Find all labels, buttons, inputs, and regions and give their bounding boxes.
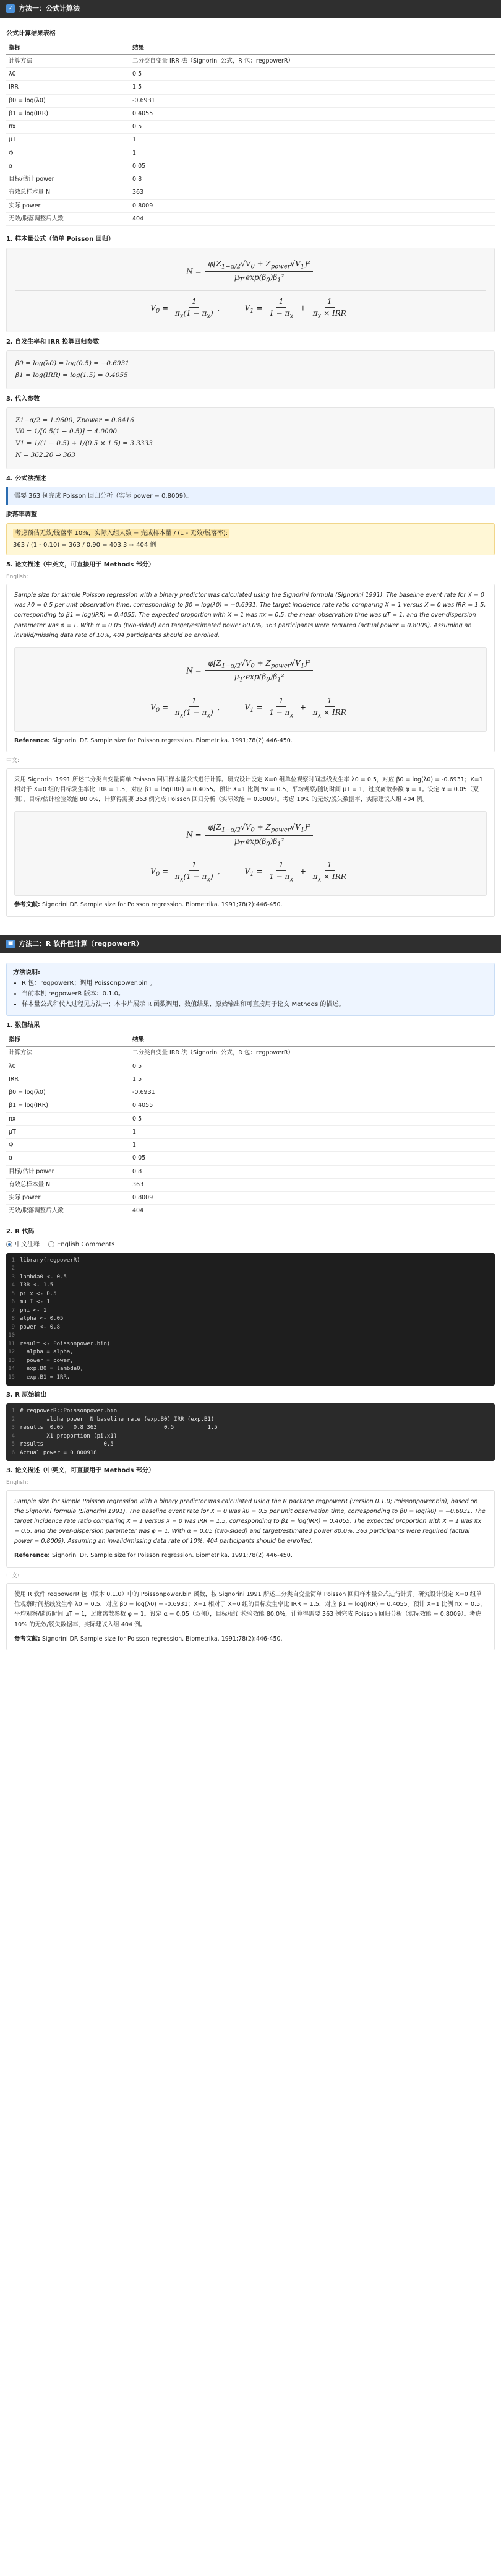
radio-dot-selected: [6, 1241, 12, 1247]
row-label: πx: [6, 1112, 130, 1125]
v1-line: V1 = 1/(1 − 0.5) + 1/(0.5 × 1.5) = 3.3333: [15, 440, 153, 448]
r-output-title: 3. R 原始输出: [6, 1392, 47, 1399]
table-header: 指标: [6, 42, 130, 55]
dropout-line1: 考虑预估无效/脱落率 10%，实际入组人数 = 完成样本量 / (1 - 无效/脱落率):: [13, 529, 229, 538]
chinese-formula: N = $\frac{\varphi[Z_{1-\alpha/2}√V_0 + Z_{power}√V_1]^2}{\mu_T\cdot\exp(\beta_0)\beta_1^2}$ $V_0$ = $\frac{1}{\pi_x(1 - \pi_x)}$ , $V_1$ = $\frac{1}{1 - \pi_x}$ + $\frac{1}{\pi_x \times IRR}$: [14, 811, 487, 896]
table-row: [6, 1152, 495, 1165]
english-formula: N = $\frac{\varphi[Z_{1-\alpha/2}√V_0 + Z_{power}√V_1]^2}{\mu_T\cdot\exp(\beta_0)\beta_1^2}$ $V_0$ = $\frac{1}{\pi_x(1 - \pi_x)}$ , $V_1$ = $\frac{1}{1 - \pi_x}$ + $\frac{1}{\pi_x \times IRR}$: [14, 647, 487, 732]
paper-section-title: 3. 论文描述（中英文，可直接用于 Methods 部分）: [6, 1467, 155, 1475]
code-line: 14 exp.B0 = lambda0,: [8, 1366, 84, 1373]
row-label: 实际 power: [6, 199, 130, 212]
conversion-box: [6, 350, 495, 389]
dropout-box: [6, 523, 495, 555]
row-label: πx: [6, 121, 130, 134]
table-row: [6, 1139, 495, 1152]
z-values-line: Z1−α/2 = 1.9600, Zpower = 0.8416: [15, 416, 134, 424]
table-row: [6, 107, 495, 120]
info-item: • 当前本机 regpowerR 版本：0.1.0。: [22, 989, 488, 999]
code-line: 2: [11, 1265, 15, 1272]
row-label: μT: [6, 134, 130, 147]
row-value: 二分类自变量 IRR 法（Signorini 公式，R 包：regpowerR）: [130, 1047, 495, 1060]
row-label: 无效/脱落调整后人数: [6, 212, 130, 225]
table-row: [6, 1047, 495, 1060]
row-value: 363: [130, 1178, 495, 1191]
row-label: β0 = log(λ0): [6, 94, 130, 107]
table-row: [6, 199, 495, 212]
row-value: 363: [130, 186, 495, 199]
english-reference: Reference: Signorini DF. Sample size for Poisson regression. Biometrika. 1991;78(2):446-450.: [14, 1552, 293, 1559]
method1-table-title: 公式计算结果表格: [6, 30, 56, 37]
code-line: 1 library(regpowerR): [11, 1257, 80, 1264]
comment-language-toggle: [6, 1240, 495, 1249]
v0-line: V0 = 1/[0.5(1 − 0.5)] = 4.0000: [15, 428, 118, 436]
table-row: [6, 173, 495, 186]
code-line: 11 result <- Poissonpower.bin(: [8, 1340, 111, 1347]
code-line: 2 alpha power N baseline rate (exp.B0) IRR (exp.B1): [11, 1416, 215, 1423]
row-label: 有效总样本量 N: [6, 186, 130, 199]
n-line: N = 362.20 ⇒ 363: [15, 451, 75, 459]
code-line: 7 phi <- 1: [11, 1307, 47, 1314]
substitution-box: [6, 407, 495, 469]
code-line: 5 pi_x <- 0.5: [11, 1290, 57, 1297]
sample-size-formula: N = $\frac{\varphi[Z_{1-\alpha/2}√V_0 + Z_{power}√V_1]^2}{\mu_T\cdot\exp(\beta_0)\beta_1^2}$ $V_0$ = $\frac{1}{\pi_x(1 - \pi_x)}$ , $V_1$ = $\frac{1}{1 - \pi_x}$ + $\frac{1}{\pi_x \times IRR}$: [6, 248, 495, 332]
method1-header: [0, 0, 501, 18]
row-label: λ0: [6, 1060, 130, 1073]
row-label: μT: [6, 1125, 130, 1138]
conversion-section-title: 2. 自发生率和 IRR 换算回归参数: [6, 339, 100, 346]
substitution-section-title: 3. 代入参数: [6, 395, 40, 402]
dropout-section-title: 脱落率调整: [6, 511, 37, 518]
radio-dot: [48, 1241, 54, 1247]
code-line: 1 # regpowerR::Poissonpower.bin: [11, 1408, 118, 1415]
table-row: [6, 1086, 495, 1099]
radio-english-comments[interactable]: English Comments: [48, 1240, 115, 1249]
row-label: 计算方法: [6, 54, 130, 67]
row-value: 1: [130, 1125, 495, 1138]
row-label: β1 = log(IRR): [6, 1099, 130, 1112]
row-value: 0.5: [130, 1060, 495, 1073]
row-label: α: [6, 160, 130, 173]
row-label: β0 = log(λ0): [6, 1086, 130, 1099]
row-value: 1: [130, 1139, 495, 1152]
method1-title: 方法一：公式计算法: [19, 4, 80, 12]
row-value: 0.8009: [130, 1192, 495, 1205]
row-label: Φ: [6, 147, 130, 160]
code-line: 6 mu_T <- 1: [11, 1299, 50, 1306]
row-value: 404: [130, 1205, 495, 1218]
code-line: 8 alpha <- 0.05: [11, 1316, 64, 1322]
code-line: 4 IRR <- 1.5: [11, 1282, 54, 1289]
chinese-label: 中文:: [6, 758, 20, 765]
table-row: [6, 1205, 495, 1218]
numeric-results-title: 1. 数值结果: [6, 1022, 40, 1030]
code-line: 9 power <- 0.8: [11, 1324, 61, 1330]
code-line: 10: [8, 1332, 15, 1339]
code-line: 5 results 0.5: [11, 1441, 114, 1448]
description-section-title: 4. 公式法描述: [6, 475, 46, 482]
r-code-block: [6, 1253, 495, 1386]
row-value: 0.5: [130, 68, 495, 81]
chinese-paper-box: [6, 768, 495, 917]
table-row: [6, 121, 495, 134]
table-row: [6, 1099, 495, 1112]
code-line: 15 exp.B1 = IRR,: [8, 1374, 71, 1381]
r-code-title: 2. R 代码: [6, 1228, 35, 1235]
r-output-block: [6, 1403, 495, 1461]
chinese-reference: 参考文献: Signorini DF. Sample size for Poisson regression. Biometrika. 1991;78(2):446-450.: [14, 901, 283, 909]
chinese-paper-text: 使用 R 软件 regpowerR 包（版本 0.1.0）中的 Poissonpower.bin 函数，按 Signorini 1991 所述二分类自变量简单 Poisson 回归样本量公式进行计算。研究设计设定 X=0 组单位观察时间基线发生率 λ0 = 0.5，对应 β0 = log(λ0) = -0.6931；X=1 相对于 X=0 组的目标发生率比 IRR = 1.5，对应 β1 = log(IRR) = 0.4055。预计 X=1 比例 πx = 0.5，平均观察/随访时间 μT = 1，过度离散参数 φ = 1。设定 α = 0.05（双侧），目标/估计检验效能 80.0%，计算得需要 363 例完成 Poisson 回归分析（实际效能 = 0.8009）。考虑 10% 的无效/脱失数据率，实际建议入组 404 例。: [14, 1591, 486, 1628]
table-row: [6, 186, 495, 199]
info-item: • R 包：regpowerR；调用 Poissonpower.bin 。: [22, 979, 488, 988]
row-label: 计算方法: [6, 1047, 130, 1060]
paper-section-title: 5. 论文描述（中英文，可直接用于 Methods 部分）: [6, 561, 155, 568]
row-label: 实际 power: [6, 1192, 130, 1205]
table-row: [6, 94, 495, 107]
method2-card: [0, 935, 501, 1664]
method2-header: [0, 935, 501, 953]
table-row: [6, 1192, 495, 1205]
english-paper-box: [6, 1490, 495, 1568]
row-label: β1 = log(IRR): [6, 107, 130, 120]
formula-section-title: 1. 样本量公式（简单 Poisson 回归）: [6, 236, 114, 243]
table-header: 指标: [6, 1034, 130, 1047]
row-value: 0.8009: [130, 199, 495, 212]
row-label: IRR: [6, 81, 130, 94]
table-row: [6, 81, 495, 94]
english-paper-text: Sample size for simple Poisson regression with a binary predictor was calculated using the Signorini formula (Signorini 1991). The baseline event rate for X = 0 was λ0 = 0.5 per unit observation time, corresponding to β0 = log(λ0) = −0.6931. The target incidence rate ratio comparing X = 1 versus X = 0 was IRR = 1.5, corresponding to β1 = log(IRR) = 0.4055. The expected proportion with X = 1 was πx = 0.5, the mean observation time was μT = 1, and the over-dispersion parameter was φ = 1. With α = 0.05 (two-sided) and target/estimated power 80.0%, 363 participants were required (actual power = 0.8009). Assuming an invalid/missing data rate of 10%, 404 participants should be enrolled.: [14, 592, 486, 639]
row-value: -0.6931: [130, 1086, 495, 1099]
row-label: 目标/估计 power: [6, 173, 130, 186]
table-row: [6, 1073, 495, 1086]
chinese-paper-text: 采用 Signorini 1991 所述二分类自变量简单 Poisson 回归样本量公式进行计算。研究设计设定 X=0 组单位观察时间基线发生率 λ0 = 0.5，对应 β0 = log(λ0) = -0.6931；X=1 相对于 X=0 组的目标发生率比 IRR = 1.5，对应 β1 = log(IRR) = 0.4055。预计 X=1 比例 πx = 0.5，平均观察/随访时间 μT = 1，过度离散参数 φ = 1。设定 α = 0.05（双侧），目标/估计检验效能 80.0%，计算得需要 363 例完成 Poisson 回归分析（实际效能 = 0.8009）。考虑 10% 的无效/脱失数据率，实际建议入组 404 例。: [14, 776, 483, 804]
row-value: 404: [130, 212, 495, 225]
beta1-line: β1 = log(IRR) = log(1.5) = 0.4055: [15, 371, 128, 379]
package-icon: ▣: [6, 940, 15, 948]
chinese-label: 中文:: [6, 1572, 20, 1579]
table-row: [6, 54, 495, 67]
method2-info-box: [6, 963, 495, 1016]
table-row: [6, 68, 495, 81]
table-header: 结果: [130, 1034, 495, 1047]
row-value: 1: [130, 147, 495, 160]
formula-description: 需要 363 例完成 Poisson 回归分析（实际 power = 0.8009）。: [6, 487, 495, 505]
row-label: 无效/脱落调整后人数: [6, 1205, 130, 1218]
table-row: [6, 1125, 495, 1138]
english-label: English:: [6, 573, 28, 580]
row-label: IRR: [6, 1073, 130, 1086]
row-value: 0.4055: [130, 1099, 495, 1112]
row-label: 目标/估计 power: [6, 1165, 130, 1178]
method2-title: 方法二：R 软件包计算（regpowerR）: [19, 939, 143, 948]
dropout-line2: 363 / (1 - 0.10) = 363 / 0.90 = 403.3 ≈ 404 例: [13, 541, 156, 549]
table-row: [6, 212, 495, 225]
chinese-reference: 参考文献: Signorini DF. Sample size for Poisson regression. Biometrika. 1991;78(2):446-450.: [14, 1635, 283, 1642]
code-line: 6 Actual power = 0.800918: [11, 1449, 97, 1456]
row-label: 有效总样本量 N: [6, 1178, 130, 1191]
table-row: [6, 134, 495, 147]
chinese-paper-box: [6, 1583, 495, 1650]
method2-results-table: [6, 1034, 495, 1218]
row-value: 二分类自变量 IRR 法（Signorini 公式，R 包：regpowerR）: [130, 54, 495, 67]
code-line: 12 alpha = alpha,: [8, 1349, 74, 1356]
table-row: [6, 1060, 495, 1073]
table-header: 结果: [130, 42, 495, 55]
info-item: • 样本量公式和代入过程见方法一；本卡片展示 R 函数调用、数值结果、原始输出和可直接用于论文 Methods 的描述。: [22, 1000, 488, 1009]
beta0-line: β0 = log(λ0) = log(0.5) = −0.6931: [15, 360, 129, 368]
row-value: 0.8: [130, 1165, 495, 1178]
info-title: 方法说明:: [13, 969, 40, 977]
row-value: -0.6931: [130, 94, 495, 107]
code-line: 13 power = power,: [8, 1357, 74, 1364]
table-row: [6, 147, 495, 160]
check-icon: ✓: [6, 4, 15, 13]
english-paper-text: Sample size for simple Poisson regression with a binary predictor was calculated using the R package regpowerR (version 0.1.0; Poissonpower.bin), based on the Signorini formula (Signorini 1991). The baseline event rate for X = 0 was λ0 = 0.5 per unit observation time, corresponding to β0 = log(λ0) = −0.6931. The target incidence rate ratio comparing X = 1 versus X = 0 was IRR = 1.5, corresponding to β1 = log(IRR) = 0.4055. The expected proportion with X = 1 was πx = 0.5, and the over-dispersion parameter was φ = 1. With α = 0.05 (two-sided) and target/estimated power 80.0%, 363 participants were required (actual power = 0.8009). Assuming an invalid/missing data rate of 10%, 404 participants should be enrolled.: [14, 1498, 486, 1545]
table-row: [6, 160, 495, 173]
method1-results-table: [6, 42, 495, 227]
row-value: 1: [130, 134, 495, 147]
row-value: 0.4055: [130, 107, 495, 120]
radio-chinese-comments[interactable]: 中文注释: [6, 1240, 40, 1249]
table-row: [6, 1165, 495, 1178]
row-label: α: [6, 1152, 130, 1165]
row-label: Φ: [6, 1139, 130, 1152]
row-value: 0.05: [130, 1152, 495, 1165]
row-value: 0.5: [130, 1112, 495, 1125]
english-label: English:: [6, 1480, 28, 1486]
code-line: 4 X1 proportion (pi.x1): [11, 1433, 118, 1439]
row-label: λ0: [6, 68, 130, 81]
code-line: 3 results 0.05 0.8 363 0.5 1.5: [11, 1425, 218, 1431]
english-paper-box: [6, 584, 495, 752]
row-value: 0.8: [130, 173, 495, 186]
table-row: [6, 1178, 495, 1191]
row-value: 1.5: [130, 81, 495, 94]
row-value: 1.5: [130, 1073, 495, 1086]
code-line: 3 lambda0 <- 0.5: [11, 1273, 67, 1280]
method1-card: [0, 0, 501, 930]
row-value: 0.05: [130, 160, 495, 173]
english-reference: Reference: Signorini DF. Sample size for Poisson regression. Biometrika. 1991;78(2):446-450.: [14, 737, 293, 745]
row-value: 0.5: [130, 121, 495, 134]
table-row: [6, 1112, 495, 1125]
